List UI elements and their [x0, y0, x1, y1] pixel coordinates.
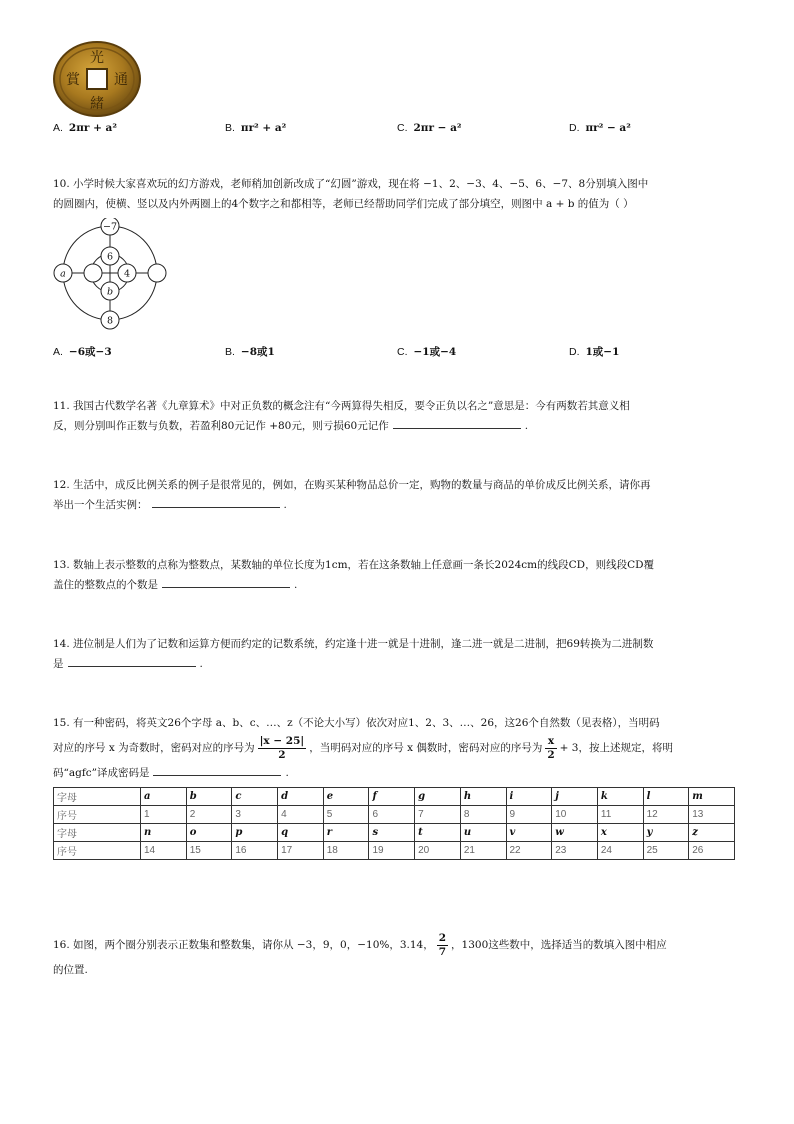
q15-line2-text-b: ，当明码对应的序号 x 偶数时，密码对应的序号为 [309, 742, 543, 754]
q15-line2-text-c: + 3，按上述规定，将明 [559, 742, 673, 754]
table-row [54, 806, 735, 824]
q10-line1: 10. 小学时候大家喜欢玩的幻方游戏，老师稍加创新改成了“幻圆”游戏，现在将 −1、2、−3、4、−5、6、−7、8分别填入图中 [53, 178, 649, 190]
q14-period: . [199, 658, 203, 670]
q15-line1: 15. 有一种密码，将英文26个字母 a、b、c、…、z（不论大小写）依次对应1、2、3、…、26，这26个自然数（见表格），当明码 [53, 717, 660, 729]
table-cell: j [552, 788, 598, 806]
question-16 [53, 930, 743, 980]
q9-option-b[interactable]: B. πr² + a² [225, 122, 287, 134]
table-cell: n [141, 824, 187, 842]
q16-line1-text-b: ，1300这些数中，选择适当的数填入图中相应 [451, 939, 667, 951]
q12-line2-text: 举出一个生活实例： [53, 499, 148, 511]
q12-answer-blank[interactable] [152, 495, 280, 508]
table-cell: 25 [643, 842, 689, 860]
table-cell: 21 [460, 842, 506, 860]
table-cell: z [689, 824, 735, 842]
q11-answer-blank[interactable] [393, 416, 521, 429]
label-bottom: 8 [106, 315, 114, 327]
label-inner-right: 4 [123, 268, 131, 280]
table-cell: h [460, 788, 506, 806]
table-cell: i [506, 788, 552, 806]
table-cell: a [141, 788, 187, 806]
q15-fraction-even: $\frac{x}{2}$ [547, 734, 555, 761]
q15-line2-text-a: 对应的序号 x 为奇数时，密码对应的序号为 [53, 742, 255, 754]
label-inner-bottom: b [106, 286, 114, 298]
table-cell: k [597, 788, 643, 806]
table-cell: 6 [369, 806, 415, 824]
q13-answer-blank[interactable] [162, 575, 290, 588]
node-inner-left [84, 264, 102, 282]
table-cell: 13 [689, 806, 735, 824]
coin-image [52, 40, 142, 118]
q15-fraction-odd: $\frac{|x - 25|}{2}$ [259, 734, 305, 761]
label-inner-top: 6 [106, 251, 114, 263]
table-row-label: 字母 [54, 824, 141, 842]
table-cell: s [369, 824, 415, 842]
table-cell: d [278, 788, 324, 806]
node-right [148, 264, 166, 282]
table-cell: v [506, 824, 552, 842]
question-12 [53, 475, 743, 515]
table-cell: 2 [186, 806, 232, 824]
question-10 [53, 174, 743, 214]
question-13 [53, 555, 743, 595]
table-row-label: 序号 [54, 806, 141, 824]
q13-line1: 13. 数轴上表示整数的点称为整数点，某数轴的单位长度为1cm，若在这条数轴上任意画一条长2024cm的线段CD，则线段CD覆 [53, 559, 655, 571]
table-cell: p [232, 824, 278, 842]
question-11 [53, 396, 743, 436]
q11-line2-text: 反，则分别叫作正数与负数，若盈利80元记作 +80元，则亏损60元记作 [53, 420, 389, 432]
coin-char-top: 光 [90, 50, 104, 66]
table-row-label: 字母 [54, 788, 141, 806]
q14-line2-text: 是 [53, 658, 64, 670]
coin-char-right: 通 [114, 72, 128, 88]
label-left: a [60, 268, 66, 280]
label-top: −7 [102, 221, 118, 233]
q9-options [53, 122, 743, 138]
coin-char-bottom: 緒 [90, 96, 104, 112]
q9-option-c[interactable]: C. 2πr − a² [397, 122, 462, 134]
table-cell: t [415, 824, 461, 842]
table-cell: 16 [232, 842, 278, 860]
q15-period: . [285, 767, 289, 779]
table-cell: u [460, 824, 506, 842]
q13-line2-text: 盖住的整数点的个数是 [53, 579, 158, 591]
q10-option-a[interactable]: A. −6或−3 [53, 346, 112, 358]
q12-line1: 12. 生活中，成反比例关系的例子是很常见的，例如，在购买某种物品总价一定，购物的数量与商品的单价成反比例关系，请你再 [53, 479, 651, 491]
q16-line2: 的位置. [53, 964, 88, 976]
table-cell: 20 [415, 842, 461, 860]
table-cell: 24 [597, 842, 643, 860]
q10-option-c[interactable]: C. −1或−4 [397, 346, 457, 358]
q10-line2: 的圆圈内，使横、竖以及内外两圈上的4个数字之和都相等，老师已经帮助同学们完成了部分填空，则图中 a + b 的值为（ ） [53, 198, 634, 210]
table-cell: 14 [141, 842, 187, 860]
q10-options [53, 344, 743, 360]
table-cell: 9 [506, 806, 552, 824]
table-cell: y [643, 824, 689, 842]
question-14 [53, 634, 743, 674]
table-cell: 22 [506, 842, 552, 860]
q9-option-d[interactable]: D. πr² − a² [569, 122, 631, 134]
table-cell: 18 [323, 842, 369, 860]
table-cell: o [186, 824, 232, 842]
table-cell: 1 [141, 806, 187, 824]
table-cell: b [186, 788, 232, 806]
q10-option-d[interactable]: D. 1或−1 [569, 346, 620, 358]
q12-period: . [283, 499, 287, 511]
table-cell: w [552, 824, 598, 842]
table-cell: 10 [552, 806, 598, 824]
table-cell: q [278, 824, 324, 842]
q11-period: . [524, 420, 529, 432]
table-cell: 5 [323, 806, 369, 824]
q15-line3-text: 码“agfc”译成密码是 [53, 767, 150, 779]
table-cell: g [415, 788, 461, 806]
table-cell: 15 [186, 842, 232, 860]
table-cell: 7 [415, 806, 461, 824]
q10-option-b[interactable]: B. −8或1 [225, 346, 275, 358]
q11-line1: 11. 我国古代数学名著《九章算术》中对正负数的概念注有“今两算得失相反，要令正负以名之”意思是：今有两数若其意义相 [53, 400, 630, 412]
table-cell: 4 [278, 806, 324, 824]
letter-code-table [53, 787, 735, 860]
table-cell: 8 [460, 806, 506, 824]
q16-fraction: $\frac{2}{7}$ [438, 931, 447, 958]
coin-char-left: 賞 [66, 72, 80, 88]
table-cell: 23 [552, 842, 598, 860]
table-cell: r [323, 824, 369, 842]
question-15 [53, 713, 743, 783]
table-row [54, 824, 735, 842]
q15-answer-blank[interactable] [153, 763, 281, 776]
table-cell: l [643, 788, 689, 806]
table-row-label: 序号 [54, 842, 141, 860]
magic-circle-figure [52, 218, 172, 333]
q16-line1-text-a: 16. 如图，两个圈分别表示正数集和整数集，请你从 −3，9，0，−10%，3.14， [53, 939, 434, 951]
q9-option-a[interactable]: A. 2πr + a² [53, 122, 117, 134]
table-cell: c [232, 788, 278, 806]
table-cell: 17 [278, 842, 324, 860]
table-cell: 26 [689, 842, 735, 860]
table-cell: e [323, 788, 369, 806]
table-cell: 12 [643, 806, 689, 824]
q14-answer-blank[interactable] [68, 654, 196, 667]
table-cell: x [597, 824, 643, 842]
table-row [54, 788, 735, 806]
table-cell: 11 [597, 806, 643, 824]
table-cell: f [369, 788, 415, 806]
q14-line1: 14. 进位制是人们为了记数和运算方便而约定的记数系统，约定逢十进一就是十进制，逢二进一就是二进制，把69转换为二进制数 [53, 638, 654, 650]
table-cell: 19 [369, 842, 415, 860]
table-cell: m [689, 788, 735, 806]
table-cell: 3 [232, 806, 278, 824]
table-row [54, 842, 735, 860]
q13-period: . [294, 579, 298, 591]
